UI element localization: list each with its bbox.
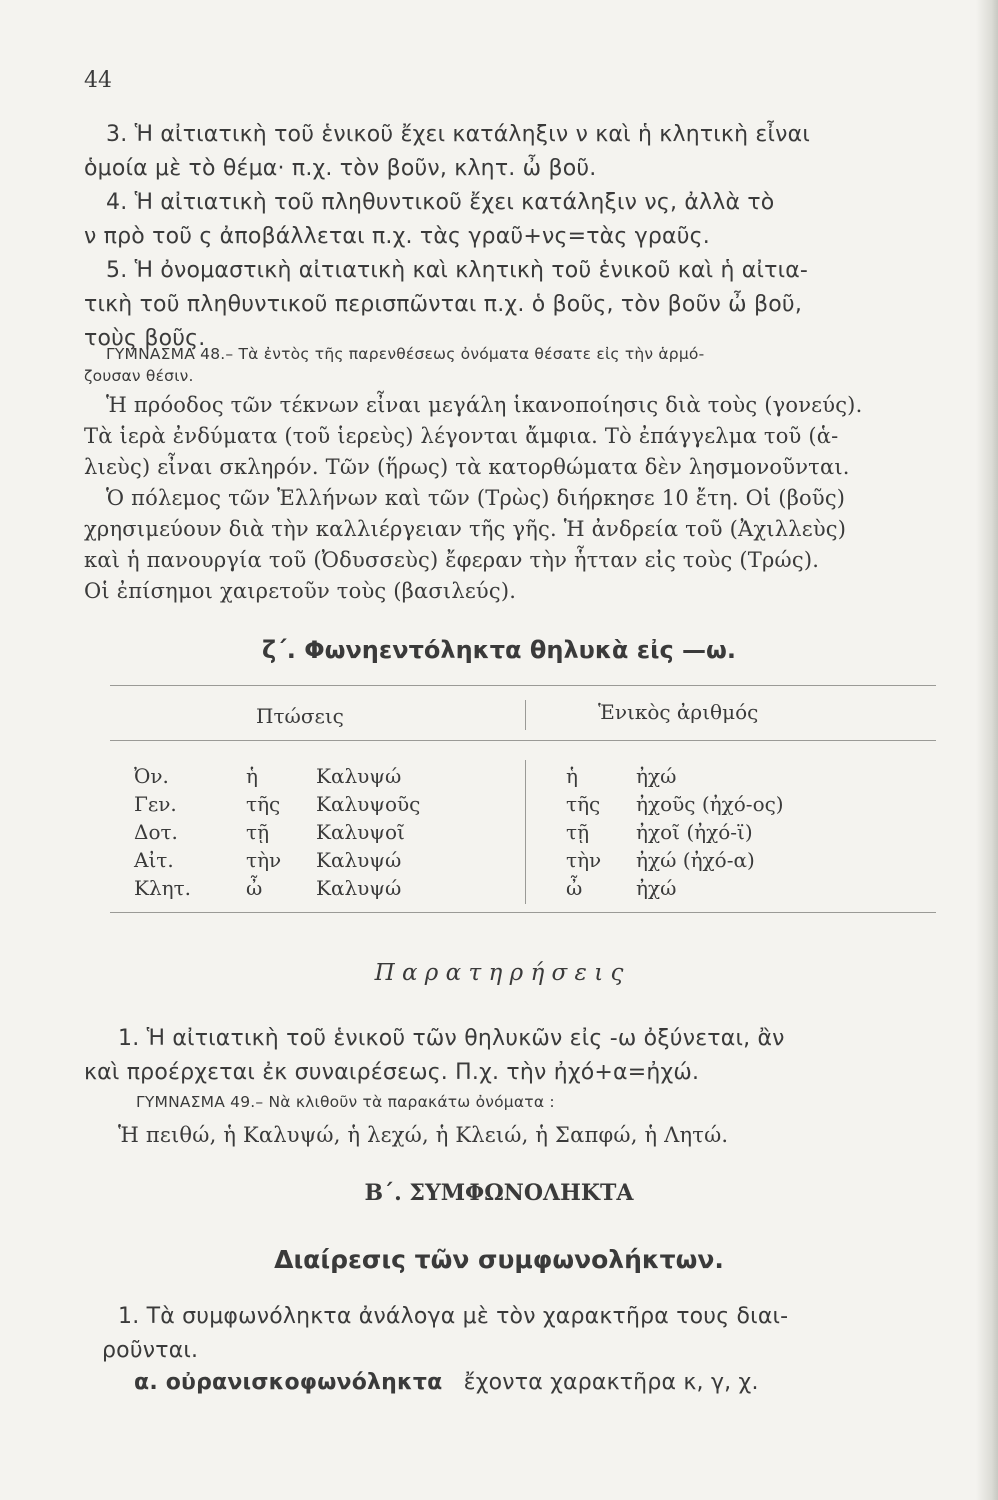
row-article: τῆς (246, 792, 281, 816)
row-case: Κλητ. (134, 876, 192, 900)
exercise-48-body-line: Ὁ πόλεμος τῶν Ἑλλήνων καὶ τῶν (Τρὼς) διήρκησε 10 ἔτη. Οἱ (βοῦς) (106, 486, 846, 510)
point-5-line-3: τοὺς βοῦς. (84, 326, 206, 351)
division-point-1-line-1: 1. Τὰ συμφωνόληκτα ἀνάλογα μὲ τὸν χαρακτῆρα τους διαι- (118, 1304, 789, 1329)
table-top-rule (110, 685, 936, 686)
observation-1-line-2: καὶ προέρχεται ἐκ συναιρέσεως. Π.χ. τὴν ἠχό+α=ἠχώ. (84, 1060, 700, 1085)
table-header-rule (110, 740, 936, 741)
table-header-cases: Πτώσεις (256, 704, 344, 728)
row-noun: Καλυψώ (316, 848, 402, 872)
exercise-48-body-line: Τὰ ἱερὰ ἐνδύματα (τοῦ ἱερεὺς) λέγονται ἄμφια. Τὸ ἐπάγγελμα τοῦ (ἁ- (84, 424, 839, 448)
section-b-heading: Β΄. ΣΥΜΦΩΝΟΛΗΚΤΑ (364, 1180, 634, 1206)
row-article: ἡ (246, 764, 258, 788)
division-point-1 (84, 1300, 934, 1368)
row-article-2: τὴν (566, 848, 602, 872)
row-noun-2: ἠχώ (ἠχό-α) (636, 848, 755, 872)
point-a-text: ἔχοντα χαρακτῆρα κ, γ, χ. (463, 1370, 759, 1395)
row-case: Αἰτ. (134, 848, 174, 872)
exercise-48-line-1: ΓΥΜΝΑΣΜΑ 48.– Τὰ ἐντὸς τῆς παρενθέσεως ὀνόματα θέσατε εἰς τὴν ἁρμό- (106, 345, 705, 363)
exercise-49-body (84, 1120, 934, 1151)
observation-1-line-1: 1. Ἡ αἰτιατικὴ τοῦ ἑνικοῦ τῶν θηλυκῶν εἰς -ω ὀξύνεται, ἂν (118, 1026, 785, 1051)
row-noun: Καλυψώ (316, 764, 402, 788)
row-article: τῇ (246, 820, 270, 844)
exercise-49 (84, 1091, 934, 1113)
row-case: Ὀν. (134, 764, 169, 788)
row-article: ὦ (246, 876, 263, 900)
exercise-48-body-line: λιεὺς) εἶναι σκληρόν. Τῶν (ἥρως) τὰ κατορθώματα δὲν λησμονοῦνται. (84, 455, 850, 479)
table-body-divider (525, 760, 526, 904)
exercise-48-body-line: καὶ ἡ πανουργία τοῦ (Ὀδυσσεὺς) ἔφεραν τὴν ἧτταν εἰς τοὺς (Τρώς). (84, 548, 820, 572)
row-article-2: τῇ (566, 820, 590, 844)
exercise-48-body-line: Οἱ ἐπίσημοι χαιρετοῦν τοὺς (βασιλεύς). (84, 579, 517, 603)
exercise-48-body (84, 390, 934, 607)
row-article-2: ἡ (566, 764, 578, 788)
row-case: Δοτ. (134, 820, 178, 844)
row-noun-2: ἠχώ (636, 876, 677, 900)
intro-points (84, 118, 934, 356)
row-case: Γεν. (134, 792, 177, 816)
exercise-49-body-line: Ἡ πειθώ, ἡ Καλυψώ, ἡ λεχώ, ἡ Κλειώ, ἡ Σαπφώ, ἡ Λητώ. (118, 1123, 729, 1147)
row-article-2: ὦ (566, 876, 583, 900)
exercise-48-body-line: χρησιμεύουν διὰ τὴν καλλιέργειαν τῆς γῆς. Ἡ ἀνδρεία τοῦ (Ἀχιλλεὺς) (84, 517, 847, 541)
point-4-line-2: ν πρὸ τοῦ ς ἀποβάλλεται π.χ. τὰς γραῦ+νς=τὰς γραῦς. (84, 224, 710, 249)
row-noun-2: ἠχώ (636, 764, 677, 788)
page-edge-shadow (976, 0, 998, 1500)
table-header-divider (525, 700, 526, 730)
row-article: τὴν (246, 848, 282, 872)
point-a-label: α. οὐρανισκοφωνόληκτα (134, 1370, 443, 1395)
point-5-line-2: τικὴ τοῦ πληθυντικοῦ περισπῶνται π.χ. ὁ βοῦς, τὸν βοῦν ὦ βοῦ, (84, 292, 803, 317)
row-noun-2: ἠχοῖ (ἠχό-ϊ) (636, 820, 753, 844)
exercise-49-title: ΓΥΜΝΑΣΜΑ 49.– Νὰ κλιθοῦν τὰ παρακάτω ὀνόματα : (136, 1093, 555, 1111)
point-3-line-2: ὁμοία μὲ τὸ θέμα· π.χ. τὸν βοῦν, κλητ. ὦ βοῦ. (84, 156, 597, 181)
table-bottom-rule (110, 912, 936, 913)
observation-1 (84, 1022, 934, 1090)
row-noun: Καλυψώ (316, 876, 402, 900)
row-noun: Καλυψοῦς (316, 792, 421, 816)
section-z-heading: ζ΄. Φωνηεντόληκτα θηλυκὰ εἰς —ω. (261, 636, 737, 664)
point-a (84, 1366, 934, 1400)
exercise-48-body-line: Ἡ πρόοδος τῶν τέκνων εἶναι μεγάλη ἱκανοποίησις διὰ τοὺς (γονεύς). (106, 393, 863, 417)
division-point-1-line-2: ροῦνται. (102, 1338, 199, 1363)
row-article-2: τῆς (566, 792, 601, 816)
table-header-singular: Ἑνικὸς ἀριθμός (598, 700, 759, 724)
row-noun: Καλυψοῖ (316, 820, 405, 844)
row-noun-2: ἠχοῦς (ἠχό-ος) (636, 792, 784, 816)
point-3-line-1: 3. Ἡ αἰτιατικὴ τοῦ ἑνικοῦ ἔχει κατάληξιν ν καὶ ἡ κλητικὴ εἶναι (106, 122, 811, 147)
page-number: 44 (84, 68, 112, 93)
exercise-48-line-2: ζουσαν θέσιν. (84, 367, 194, 385)
point-a-line (84, 1366, 934, 1400)
observations-heading: Π α ρ α τ η ρ ή σ ε ι ς (374, 960, 624, 986)
division-heading: Διαίρεσις τῶν συμφωνολήκτων. (274, 1245, 724, 1274)
point-4-line-1: 4. Ἡ αἰτιατικὴ τοῦ πληθυντικοῦ ἔχει κατάληξιν νς, ἀλλὰ τὸ (106, 190, 775, 215)
exercise-48-instructions (84, 343, 934, 387)
point-5-line-1: 5. Ἡ ὀνομαστικὴ αἰτιατικὴ καὶ κλητικὴ τοῦ ἑνικοῦ καὶ ἡ αἰτια- (106, 258, 809, 283)
